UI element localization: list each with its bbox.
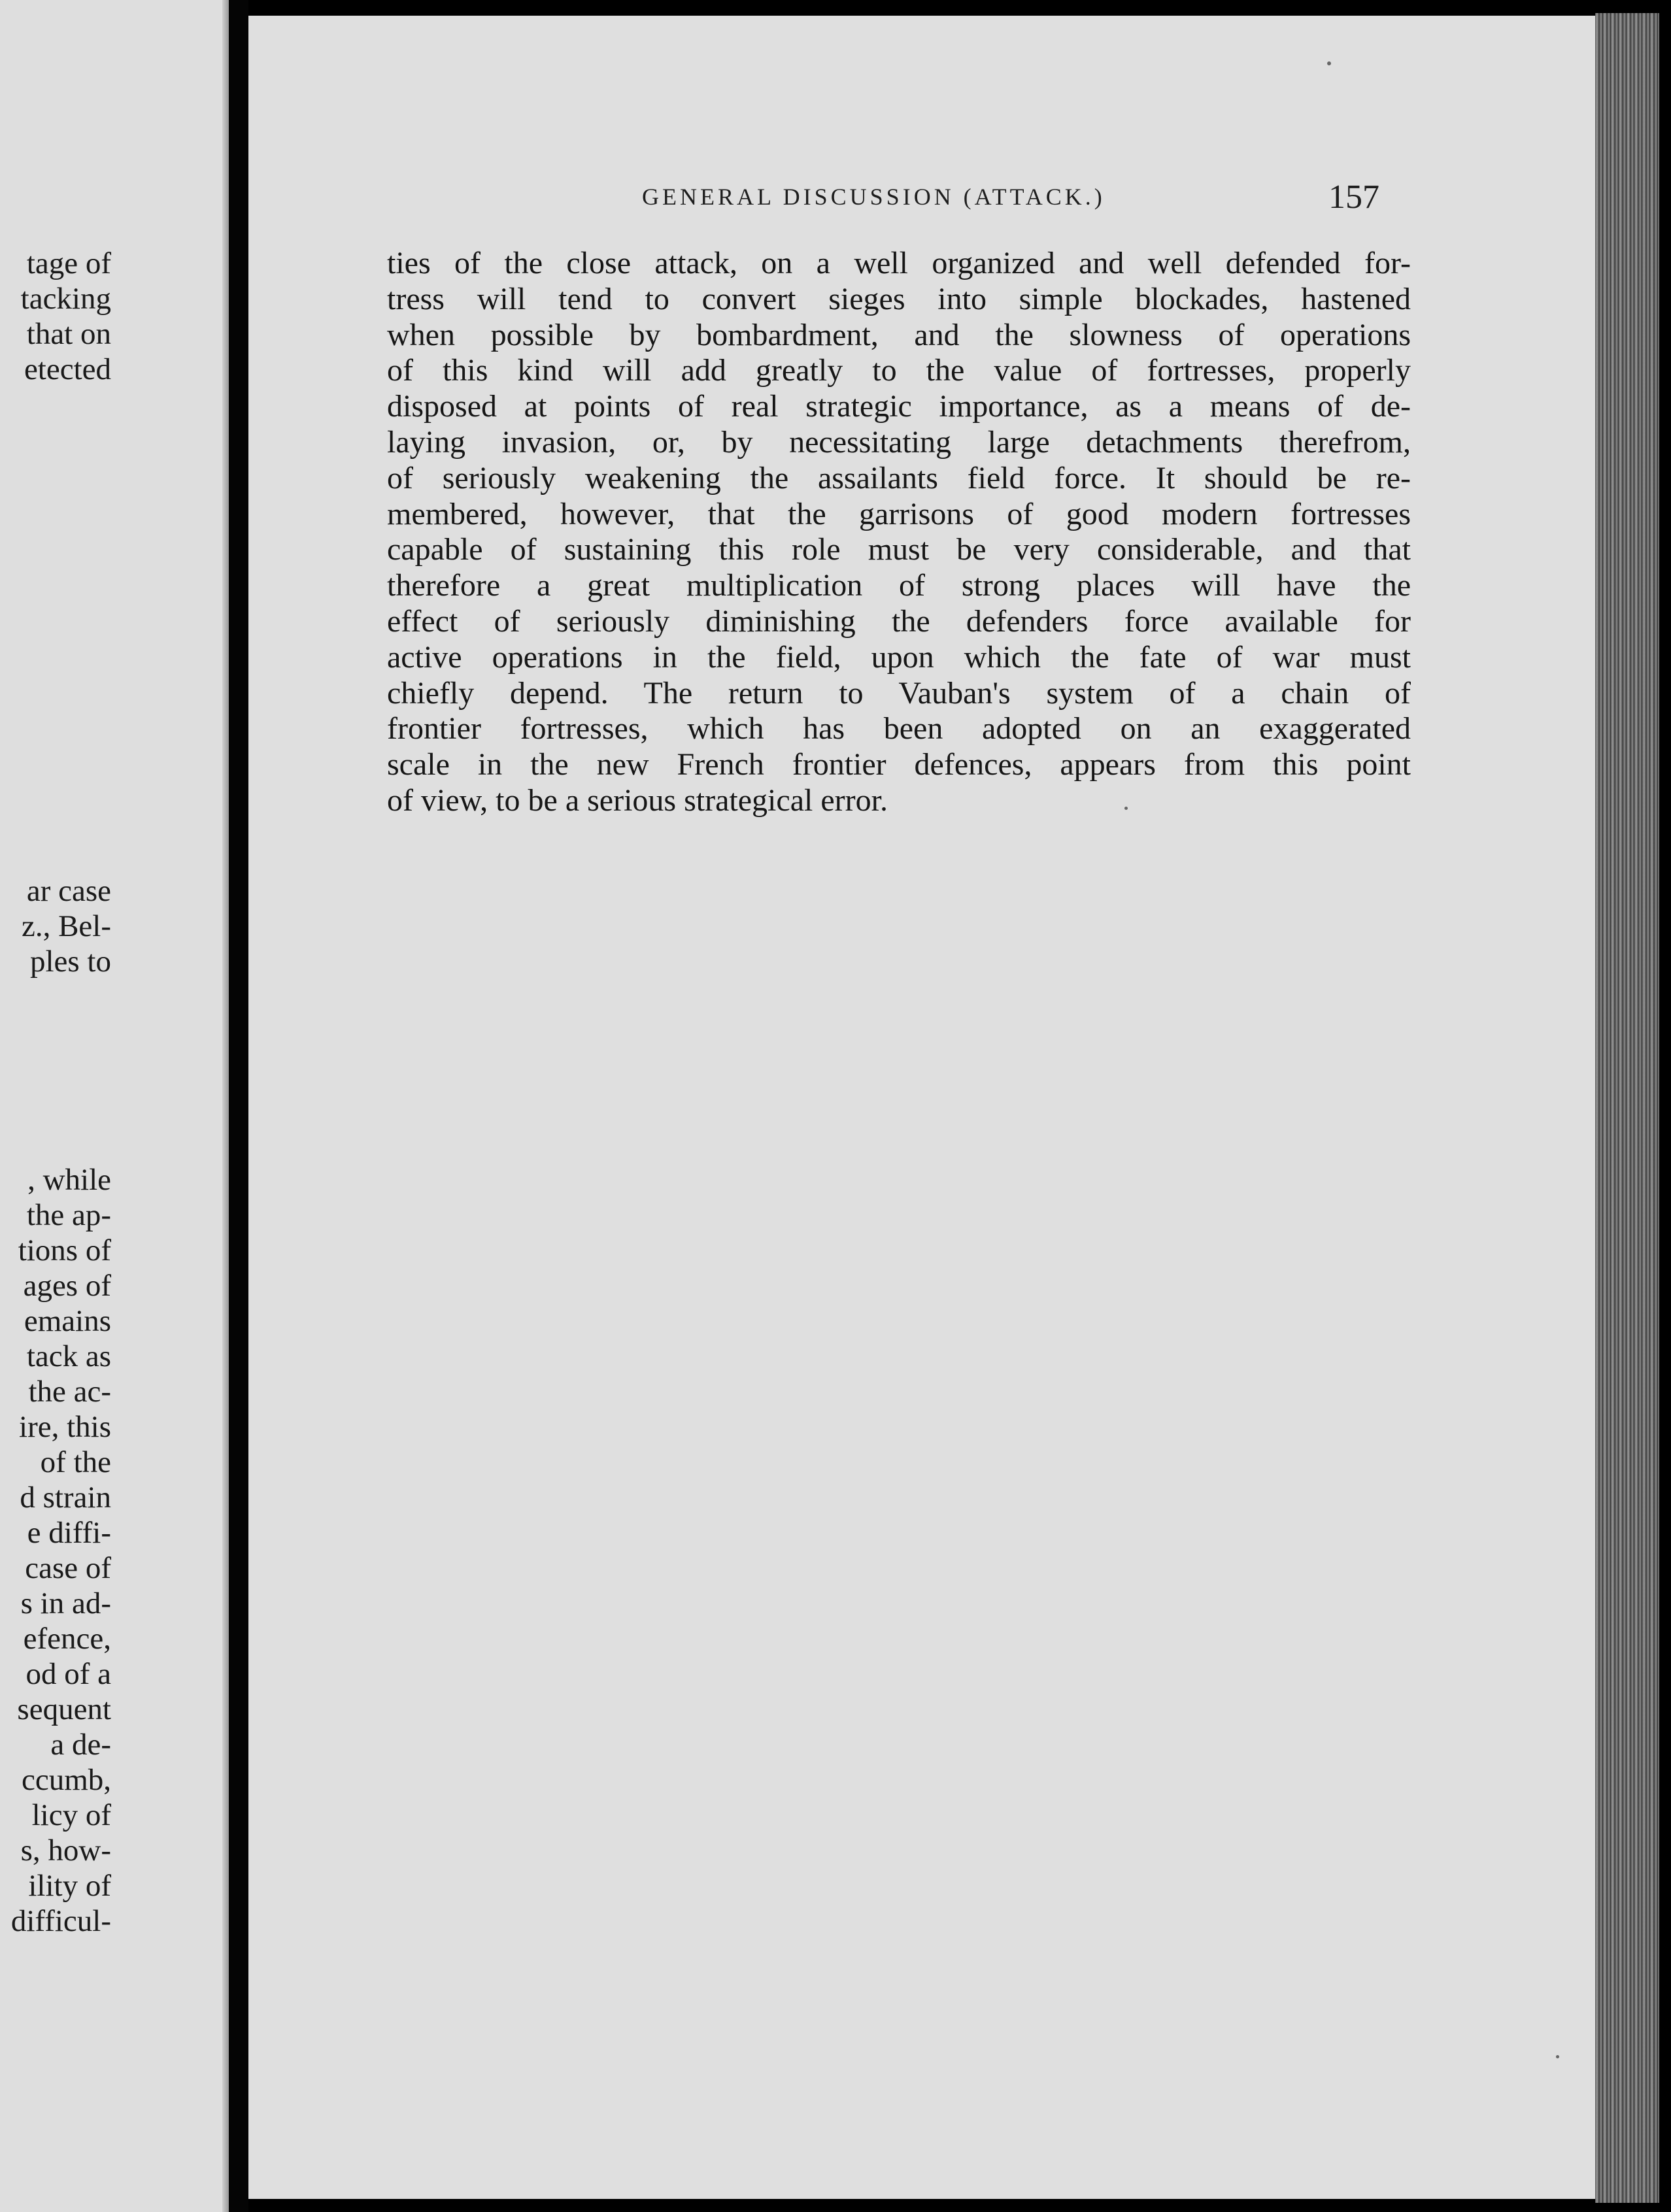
left-line: , while xyxy=(27,1163,111,1197)
page-stack-edge xyxy=(1595,13,1661,2203)
text-line: laying invasion, or, by necessitating large detachments therefrom, xyxy=(387,424,1411,460)
text-line: of seriously weakening the assailants field force. It should be re- xyxy=(387,460,1411,495)
left-text-block-1 xyxy=(21,246,111,387)
left-line: case of xyxy=(25,1551,111,1585)
left-line: tions of xyxy=(18,1233,111,1267)
left-line: z., Bel- xyxy=(21,909,111,943)
text-line: of this kind will add greatly to the value of fortresses, properly xyxy=(387,353,1411,388)
previous-page-fragment xyxy=(0,0,229,2212)
left-line: a de- xyxy=(50,1728,111,1762)
left-text-block-2 xyxy=(22,873,111,979)
text-line: tress will tend to convert sieges into simple blockades, hastened xyxy=(387,281,1411,316)
text-line: disposed at points of real strategic importance, as a means of de- xyxy=(387,389,1411,424)
left-line: the ap- xyxy=(26,1198,111,1232)
left-line: ccumb, xyxy=(21,1763,111,1797)
left-line: ages of xyxy=(23,1269,111,1303)
left-line: ples to xyxy=(29,945,111,979)
speck xyxy=(1327,61,1331,65)
speck xyxy=(1556,2055,1559,2058)
scan-border xyxy=(1659,0,1671,2212)
left-line: etected xyxy=(24,352,111,386)
left-line: od of a xyxy=(25,1657,111,1691)
left-line: of the xyxy=(40,1445,111,1479)
left-line: sequent xyxy=(17,1692,111,1726)
running-header: GENERAL DISCUSSION (ATTACK.) xyxy=(642,184,1106,210)
text-line: therefore a great multiplication of strong places will have the xyxy=(387,568,1411,603)
left-line: e diffi- xyxy=(27,1516,111,1550)
left-line: ire, this xyxy=(19,1410,111,1444)
text-line: effect of seriously diminishing the defenders force available for xyxy=(387,603,1411,639)
text-line: active operations in the field, upon which the fate of war must xyxy=(387,639,1411,675)
left-line: d strain xyxy=(20,1481,111,1515)
left-line: efence, xyxy=(23,1622,111,1656)
text-line: ties of the close attack, on a well organized and well defended for- xyxy=(387,246,1411,280)
left-line: tack as xyxy=(26,1339,111,1373)
left-line: ility of xyxy=(28,1869,111,1903)
left-line: s in ad- xyxy=(20,1586,111,1620)
left-line: licy of xyxy=(31,1798,111,1832)
left-line: that on xyxy=(26,317,111,351)
text-line: of view, to be a serious strategical error. xyxy=(387,782,888,818)
left-text-block-3 xyxy=(11,1162,111,1939)
left-line: tacking xyxy=(20,282,111,316)
text-line: capable of sustaining this role must be very considerable, and that xyxy=(387,532,1411,567)
text-line: scale in the new French frontier defences, appears from this point xyxy=(387,747,1411,782)
left-line: difficul- xyxy=(10,1904,111,1938)
left-line: s, how- xyxy=(20,1834,111,1868)
left-line: emains xyxy=(24,1304,111,1338)
book-gutter xyxy=(229,0,248,2212)
text-line: when possible by bombardment, and the slowness of operations xyxy=(387,317,1411,352)
page-number: 157 xyxy=(1328,178,1379,216)
text-line: membered, however, that the garrisons of good modern fortresses xyxy=(387,496,1411,531)
text-line: chiefly depend. The return to Vauban's system of a chain of xyxy=(387,675,1411,711)
left-line: the ac- xyxy=(28,1375,111,1409)
text-line: frontier fortresses, which has been adopted on an exaggerated xyxy=(387,711,1411,746)
left-line: ar case xyxy=(26,874,111,908)
body-paragraph xyxy=(387,246,1411,819)
page-edge-shadow xyxy=(222,0,229,2212)
left-line: tage of xyxy=(26,246,111,280)
